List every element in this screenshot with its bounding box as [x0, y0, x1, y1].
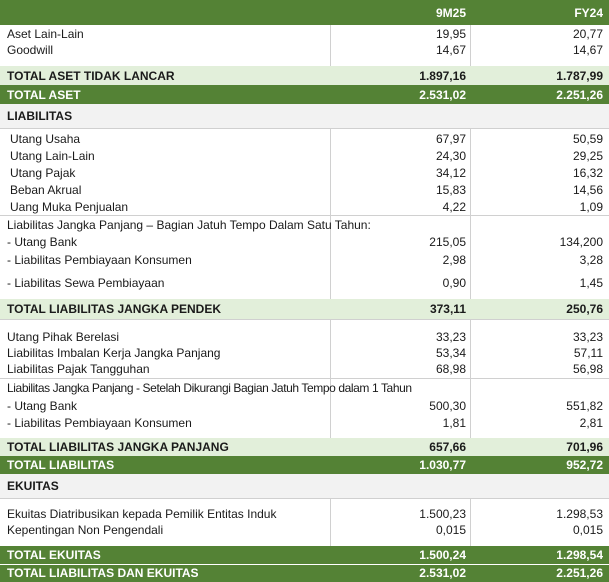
column-header-fy24: FY24 [574, 6, 603, 20]
total-row [0, 85, 609, 104]
table-row [0, 216, 609, 233]
total-row [0, 564, 609, 582]
total-row [0, 456, 609, 474]
subtotal-row [0, 66, 609, 85]
row-value-fy24: 1,45 [579, 276, 603, 290]
table-row [0, 130, 609, 147]
row-value-9m25: 373,11 [429, 302, 466, 316]
row-value-9m25: 0,90 [442, 276, 466, 290]
row-value-9m25: 1.500,24 [419, 548, 466, 562]
row-label: TOTAL ASET [7, 88, 81, 102]
row-value-9m25: 657,66 [429, 440, 466, 454]
row-label: TOTAL LIABILITAS DAN EKUITAS [7, 566, 199, 580]
row-label: - Liabilitas Pembiayaan Konsumen [7, 253, 192, 267]
divider [0, 319, 609, 320]
row-value-9m25: 33,23 [435, 330, 466, 344]
row-value-9m25: 2,98 [442, 253, 466, 267]
row-label: - Liabilitas Sewa Pembiayaan [7, 276, 165, 290]
table-row [0, 164, 609, 181]
table-row [0, 414, 609, 431]
row-label: TOTAL LIABILITAS [7, 458, 115, 472]
table-row [0, 361, 609, 378]
table-row [0, 522, 609, 539]
row-label: Utang Usaha [10, 132, 81, 146]
row-value-fy24: 14,56 [572, 183, 603, 197]
row-label: Ekuitas Diatribusikan kepada Pemilik Entitas Induk [7, 507, 277, 521]
row-value-fy24: 16,32 [572, 166, 603, 180]
table-header [0, 0, 609, 25]
row-value-9m25: 500,30 [429, 399, 466, 413]
table-row [0, 233, 609, 250]
table-row [0, 198, 609, 215]
row-value-fy24: 57,11 [573, 346, 603, 360]
row-label: Kepentingan Non Pengendali [7, 523, 164, 537]
subtotal-row [0, 299, 609, 319]
subtotal-row [0, 438, 609, 456]
table-row [0, 25, 609, 42]
section-header [0, 474, 609, 498]
row-value-9m25: 1.897,16 [419, 69, 466, 83]
table-row [0, 181, 609, 198]
row-value-fy24: 50,59 [572, 132, 603, 146]
row-label: Beban Akrual [10, 183, 82, 197]
row-value-fy24: 3,28 [579, 253, 603, 267]
row-value-9m25: 2.531,02 [419, 566, 466, 580]
row-label: - Utang Bank [7, 399, 78, 413]
table-row [0, 379, 609, 396]
table-row [0, 345, 609, 362]
row-label: TOTAL EKUITAS [7, 548, 101, 562]
row-label: Aset Lain-Lain [7, 27, 84, 41]
row-value-fy24: 14,67 [572, 43, 603, 57]
row-value-9m25: 24,30 [435, 149, 466, 163]
row-value-fy24: 20,77 [572, 27, 603, 41]
row-value-fy24: 56,98 [572, 362, 603, 376]
table-row [0, 147, 609, 164]
total-row [0, 546, 609, 564]
row-label: Liabilitas Imbalan Kerja Jangka Panjang [7, 346, 221, 360]
row-label: Goodwill [7, 43, 54, 57]
row-value-9m25: 15,83 [435, 183, 466, 197]
row-value-fy24: 2.251,26 [556, 566, 603, 580]
row-label: TOTAL LIABILITAS JANGKA PANJANG [7, 440, 229, 454]
row-label: - Utang Bank [7, 235, 78, 249]
column-header-9m25: 9M25 [435, 6, 466, 20]
row-value-9m25: 14,67 [435, 43, 466, 57]
row-value-9m25: 1,81 [442, 416, 466, 430]
row-value-9m25: 67,97 [435, 132, 466, 146]
row-value-fy24: 33,23 [572, 330, 603, 344]
row-value-fy24: 134,200 [559, 235, 603, 249]
row-value-9m25: 68,98 [435, 362, 466, 376]
row-value-fy24: 551,82 [566, 399, 603, 413]
row-value-fy24: 1.787,99 [556, 69, 603, 83]
row-value-9m25: 1.500,23 [419, 507, 466, 521]
row-label: TOTAL LIABILITAS JANGKA PENDEK [7, 302, 222, 316]
row-label: Liabilitas Jangka Panjang – Bagian Jatuh Tempo Dalam Satu Tahun: [7, 218, 371, 232]
row-value-fy24: 1.298,53 [556, 507, 603, 521]
row-label: Utang Pihak Berelasi [7, 330, 120, 344]
row-value-fy24: 1.298,54 [556, 548, 603, 562]
row-value-9m25: 215,05 [429, 235, 466, 249]
row-label: TOTAL ASET TIDAK LANCAR [7, 69, 175, 83]
row-value-fy24: 2.251,26 [556, 88, 603, 102]
row-value-fy24: 29,25 [572, 149, 603, 163]
row-value-9m25: 4,22 [442, 200, 466, 214]
row-value-9m25: 1.030,77 [419, 458, 466, 472]
table-row [0, 42, 609, 59]
divider [0, 498, 609, 499]
table-row [0, 251, 609, 268]
row-value-fy24: 250,76 [566, 302, 603, 316]
row-label: Uang Muka Penjualan [10, 200, 129, 214]
row-value-fy24: 1,09 [579, 200, 603, 214]
section-title: LIABILITAS [7, 109, 73, 123]
row-label: Utang Lain-Lain [10, 149, 95, 163]
divider [0, 128, 609, 129]
row-value-9m25: 53,34 [435, 346, 466, 360]
row-value-fy24: 701,96 [566, 440, 603, 454]
table-row [0, 328, 609, 345]
row-label: Liabilitas Pajak Tangguhan [7, 362, 150, 376]
row-value-9m25: 2.531,02 [419, 88, 466, 102]
table-row [0, 505, 609, 522]
row-label: - Liabilitas Pembiayaan Konsumen [7, 416, 192, 430]
table-row [0, 397, 609, 414]
row-value-9m25: 0,015 [435, 523, 466, 537]
row-value-9m25: 34,12 [435, 166, 466, 180]
section-header [0, 104, 609, 128]
row-value-fy24: 952,72 [566, 458, 603, 472]
row-value-fy24: 2,81 [579, 416, 603, 430]
row-label: Liabilitas Jangka Panjang - Setelah Dikurangi Bagian Jatuh Tempo dalam 1 Tahun [7, 381, 412, 395]
row-value-9m25: 19,95 [435, 27, 466, 41]
row-value-fy24: 0,015 [572, 523, 603, 537]
section-title: EKUITAS [7, 479, 59, 493]
table-row [0, 274, 609, 291]
row-label: Utang Pajak [10, 166, 76, 180]
